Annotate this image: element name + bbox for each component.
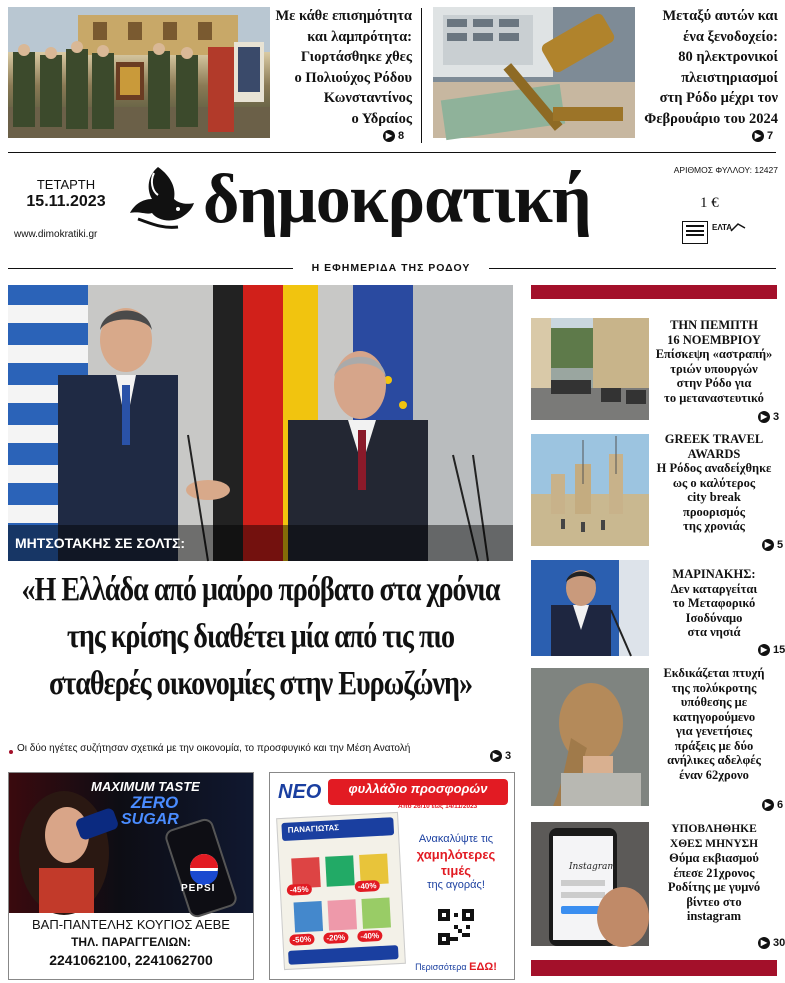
- arrow-icon: ▶: [752, 130, 764, 142]
- parade-illustration: [8, 7, 270, 138]
- sidebar-photo-phone[interactable]: [531, 822, 649, 946]
- teaser-2-line: 80 ηλεκτρονικοί: [678, 49, 778, 65]
- sidebar-line: ΤΗΝ ΠΕΜΠΤΗ: [670, 318, 758, 332]
- issue-number: ΑΡΙΘΜΟΣ ΦΥΛΛΟΥ: 12427: [673, 165, 778, 175]
- girl-illustration: [531, 668, 649, 806]
- sidebar-line: πράξεις με δύο: [674, 738, 754, 753]
- arrow-icon: ▶: [490, 750, 502, 762]
- price: 1 €: [700, 195, 719, 211]
- page-number: 5: [777, 539, 784, 551]
- ad-title-banner: [328, 779, 508, 805]
- auction-illustration: [433, 7, 635, 138]
- sidebar-line: βίντεο στο: [686, 894, 742, 909]
- sidebar-line: AWARDS: [687, 446, 741, 461]
- teaser-1-line: Κωνσταντίνος: [323, 90, 412, 106]
- sidebar-item-1-page[interactable]: [758, 411, 779, 423]
- sidebar-line: ως ο καλύτερος: [672, 475, 756, 490]
- sidebar-line: instagram: [686, 909, 742, 923]
- ad-prices: τιμές: [441, 863, 471, 878]
- ad-lowest: χαμηλότερες: [416, 847, 496, 862]
- ad-neo-label: ΝΕΟ: [278, 781, 322, 803]
- teaser-1-page[interactable]: [383, 130, 404, 142]
- sticker: -40%: [357, 930, 382, 942]
- main-story-page[interactable]: [490, 750, 511, 762]
- sidebar-item-2-text[interactable]: [650, 432, 778, 534]
- sidebar-photo-windmills[interactable]: [531, 434, 649, 546]
- sidebar-photo-girl[interactable]: [531, 668, 649, 806]
- arrow-icon: ▶: [383, 130, 395, 142]
- sidebar-item-3-page[interactable]: [758, 644, 785, 656]
- sidebar-top-bar: [531, 285, 777, 299]
- sidebar-item-3-text[interactable]: [650, 567, 778, 640]
- dove-logo-icon: [128, 163, 196, 237]
- page-number: 8: [398, 130, 405, 142]
- arrow-icon: ▶: [758, 411, 770, 423]
- sidebar-photo-street[interactable]: [531, 318, 649, 420]
- arrow-icon: ▶: [762, 539, 774, 551]
- teaser-1-line: και λαμπρότητα:: [307, 28, 412, 45]
- sidebar-line: GREEK TRAVEL: [664, 432, 764, 446]
- sidebar-line: έπεσε 21χρονος: [673, 865, 755, 880]
- ad-panagiotas[interactable]: [269, 772, 515, 980]
- windmills-illustration: [531, 434, 649, 546]
- main-story-kicker: ΜΗΤΣΟΤΑΚΗΣ ΣΕ ΣΟΛΤΣ:: [15, 535, 186, 551]
- ad-more-prefix: Περισσότερα: [415, 962, 467, 972]
- teaser-photo-parade[interactable]: [8, 7, 270, 138]
- flyer-image: [276, 812, 406, 970]
- sidebar-photo-marinakis[interactable]: [531, 560, 649, 656]
- newspaper-title: δημοκρατική: [203, 161, 591, 238]
- teaser-1-line: Γιορτάσθηκε χθες: [300, 49, 412, 65]
- ad-pepsi[interactable]: [8, 772, 254, 980]
- sidebar-line: της πολύκροτης: [671, 680, 757, 695]
- ad-dates: Από 26/10 έως 14/11/2023: [398, 803, 478, 810]
- sidebar-line: κατηγορούμενο: [672, 709, 756, 724]
- sidebar-item-1-text[interactable]: [650, 318, 778, 405]
- main-story-summary: Οι δύο ηγέτες συζήτησαν σχετικά με την οικονομία, το προσφυγικό και την Μέση Ανατολή: [17, 743, 411, 754]
- sticker: -50%: [289, 933, 314, 945]
- postal-box: [682, 221, 708, 244]
- teaser-1-text[interactable]: [270, 6, 412, 129]
- vertical-divider: [421, 8, 422, 143]
- elta-label: ΕΛΤΑ: [712, 223, 733, 232]
- sidebar-item-2-page[interactable]: [762, 539, 783, 551]
- page-number: 3: [773, 411, 780, 423]
- teaser-2-line: στη Ρόδο μέχρι τον: [659, 90, 778, 106]
- teaser-photo-auction[interactable]: [433, 7, 635, 138]
- teaser-1-line: ο Πολιούχος Ρόδου: [294, 69, 412, 86]
- sidebar-item-5-text[interactable]: [650, 822, 778, 924]
- teaser-2-line: πλειστηριασμοί: [681, 69, 778, 86]
- phone-illustration: [531, 822, 649, 946]
- sidebar-item-5-page[interactable]: [758, 937, 785, 949]
- pepsi-company: ΒΑΠ-ΠΑΝΤΕΛΗΣ ΚΟΥΓΙΟΣ ΑΕΒΕ: [32, 917, 230, 932]
- pepsi-slogan1: MAXIMUM TASTE: [91, 779, 200, 794]
- arrow-icon: ▶: [758, 937, 770, 949]
- elta-logo-icon: [712, 223, 742, 241]
- sidebar-item-4-page[interactable]: [762, 799, 783, 811]
- sidebar-line: έναν 62χρονο: [679, 767, 749, 782]
- sidebar-line: το μεταναστευτικό: [664, 390, 764, 405]
- tagline: Η ΕΦΗΜΕΡΙΔΑ ΤΗΣ ΡΟΔΟΥ: [311, 262, 471, 274]
- sidebar-item-4-text[interactable]: [650, 666, 778, 782]
- pepsi-phone-label: ΤΗΛ. ΠΑΡΑΓΓΕΛΙΩΝ:: [71, 935, 191, 949]
- sidebar-line: Θύμα εκβιασμού: [669, 851, 759, 865]
- sticker: -40%: [355, 880, 380, 892]
- pepsi-banner: [9, 773, 253, 913]
- sidebar-line: στην Ρόδο για: [676, 376, 752, 390]
- page-number: 6: [777, 799, 784, 811]
- sidebar-line: προορισμός: [682, 504, 745, 519]
- instagram-wordmark: Instagram: [569, 862, 616, 872]
- street-illustration: [531, 318, 649, 420]
- teaser-2-text[interactable]: [630, 6, 778, 129]
- page-number: 7: [767, 130, 774, 142]
- page-number: 30: [773, 937, 785, 949]
- main-story-photo[interactable]: [8, 285, 513, 561]
- flyer-store-name: ΠΑΝΑΓΙΩΤΑΣ: [287, 823, 340, 835]
- main-headline[interactable]: [8, 566, 513, 707]
- masthead-bottom-rule-left: [8, 268, 293, 269]
- sidebar-bottom-bar: [531, 960, 777, 976]
- pepsi-phones: 2241062100, 2241062700: [49, 952, 213, 968]
- masthead-bottom-rule-right: [489, 268, 776, 269]
- sidebar-line: Η Ρόδος αναδείχθηκε: [656, 461, 772, 475]
- ad-more-link[interactable]: ΕΔΩ!: [469, 961, 497, 973]
- sidebar-line: στα νησιά: [687, 625, 741, 639]
- teaser-1-line: Με κάθε επισημότητα: [275, 8, 412, 24]
- sidebar-line: τριών υπουργών: [670, 361, 758, 376]
- teaser-1-line: ο Υδραίος: [351, 110, 412, 127]
- masthead-date: 15.11.2023: [26, 193, 106, 210]
- sticker: -45%: [287, 884, 312, 896]
- teaser-2-line: ένα ξενοδοχείο:: [683, 28, 778, 45]
- headline-line: «Η Ελλάδα από μαύρο πρόβατο στα χρόνια: [21, 571, 500, 608]
- arrow-icon: ▶: [762, 799, 774, 811]
- sidebar-line: ΜΑΡΙΝΑΚΗΣ:: [672, 567, 756, 581]
- sidebar-line: υπόθεσης με: [680, 695, 748, 709]
- teaser-2-page[interactable]: [752, 130, 773, 142]
- sidebar-line: city break: [687, 490, 741, 504]
- masthead-website[interactable]: www.dimokratiki.gr: [14, 229, 98, 240]
- sticker: -20%: [323, 932, 348, 944]
- sidebar-line: για γενετήσιες: [675, 724, 753, 738]
- sidebar-line: ΥΠΟΒΛΗΘΗΚΕ: [671, 823, 757, 835]
- sidebar-line: της χρονιάς: [683, 519, 745, 533]
- arrow-icon: ▶: [758, 644, 770, 656]
- teaser-2-line: Μεταξύ αυτών και: [662, 8, 778, 24]
- qr-code-icon[interactable]: [438, 909, 474, 945]
- headline-line: της κρίσης διαθέτει μία από τις πιο: [66, 618, 455, 655]
- teaser-2-line: Φεβρουάριο του 2024: [644, 110, 778, 127]
- sidebar-line: Επίσκεψη «αστραπή»: [655, 347, 773, 361]
- page-number: 15: [773, 644, 785, 656]
- sidebar-line: Ισοδύναμο: [685, 610, 743, 625]
- summary-bullet-icon: [9, 750, 13, 754]
- leaders-illustration: [8, 285, 513, 561]
- sidebar-line: ΧΘΕΣ ΜΗΝΥΣΗ: [669, 837, 759, 850]
- sidebar-line: Εκδικάζεται πτυχή: [663, 666, 765, 680]
- sidebar-line: 16 ΝΟΕΜΒΡΙΟΥ: [667, 332, 761, 347]
- sidebar-line: Ροδίτης με γυμνό: [667, 880, 761, 894]
- pepsi-slogan2: ZERO: [131, 793, 179, 812]
- masthead-day: ΤΕΤΑΡΤΗ: [36, 177, 96, 192]
- ad-discover: Ανακαλύψτε τις: [418, 833, 494, 845]
- ad-market: της αγοράς!: [427, 879, 485, 891]
- sidebar-line: ανήλικες αδελφές: [667, 753, 761, 767]
- sidebar-line: Δεν καταργείται: [670, 581, 758, 596]
- marinakis-illustration: [531, 560, 649, 656]
- ad-more[interactable]: [402, 961, 510, 973]
- headline-line: σταθερές οικονομίες στην Ευρωζώνη»: [48, 665, 473, 702]
- ad-title: φυλλάδιο προσφορών: [348, 781, 488, 796]
- sidebar-line: το Μεταφορικό: [672, 596, 756, 610]
- pepsi-slogan3: SUGAR: [121, 811, 179, 828]
- page-number: 3: [505, 750, 512, 762]
- pepsi-brand: PEPSI: [181, 883, 216, 894]
